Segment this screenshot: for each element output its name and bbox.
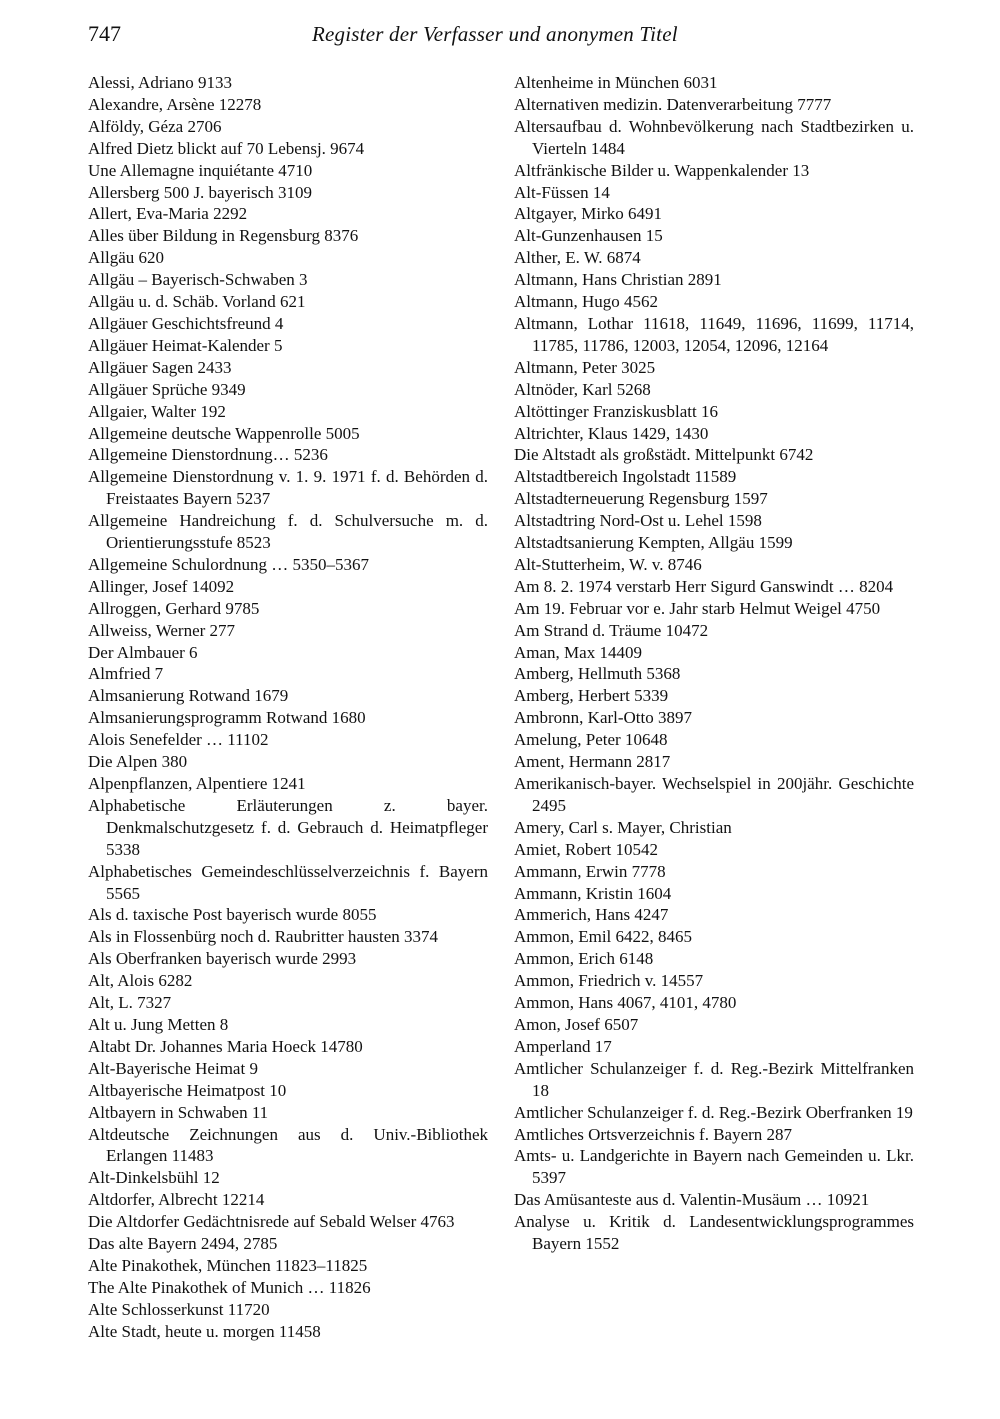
- index-entry: Ammon, Friedrich v. 14557: [514, 971, 704, 991]
- index-entry: Alois Senefelder … 11102: [88, 730, 269, 750]
- index-entry: Allgemeine Dienstordnung… 5236: [88, 445, 328, 465]
- index-entry: Altstadtring Nord-Ost u. Lehel 1598: [514, 511, 762, 531]
- index-entry: Am 8. 2. 1974 verstarb Herr Sigurd Ganswindt … 8204: [514, 576, 894, 596]
- index-entry: Aman, Max 14409: [514, 642, 642, 662]
- index-entry: Allersberg 500 J. bayerisch 3109: [88, 182, 312, 202]
- index-entry: Ammerich, Hans 4247: [514, 905, 669, 925]
- index-entry: Das alte Bayern 2494, 2785: [88, 1234, 278, 1254]
- index-entry: Almfried 7: [88, 664, 164, 684]
- index-entry: Une Allemagne inquiétante 4710: [88, 160, 313, 180]
- index-entry: Alessi, Adriano 9133: [88, 73, 233, 92]
- index-entry: Altenheime in München 6031: [514, 73, 718, 92]
- index-entry: Alt, L. 7327: [88, 993, 172, 1013]
- index-entry: Altbayern in Schwaben 11: [88, 1102, 269, 1122]
- index-entry: Allgäuer Sprüche 9349: [88, 379, 246, 399]
- index-column-left: [88, 72, 488, 1343]
- index-entry: Allroggen, Gerhard 9785: [88, 598, 260, 618]
- index-entry: Allgäu – Bayerisch-Schwaben 3: [88, 270, 308, 290]
- index-entry: Alföldy, Géza 2706: [88, 116, 222, 136]
- index-entry: Allgäu u. d. Schäb. Vorland 621: [88, 292, 306, 312]
- index-entry: Amberg, Herbert 5339: [514, 686, 669, 706]
- index-entry: Amtlicher Schulanzeiger f. d. Reg.-Bezirk Mittelfranken 18: [514, 1058, 914, 1100]
- index-entry: Ammann, Erwin 7778: [514, 861, 666, 881]
- index-entry: Alpenpflanzen, Alpentiere 1241: [88, 774, 306, 793]
- index-entry: Ammon, Emil 6422, 8465: [514, 927, 693, 947]
- index-entry: Alte Stadt, heute u. morgen 11458: [88, 1321, 321, 1341]
- index-entry: Alternativen medizin. Datenverarbeitung 7777: [514, 94, 832, 114]
- index-entry: Altmann, Peter 3025: [514, 357, 656, 377]
- index-entry: Als in Flossenbürg noch d. Raubritter hausten 3374: [88, 927, 439, 947]
- index-entry: Amberg, Hellmuth 5368: [514, 664, 681, 684]
- index-entry: Alte Pinakothek, München 11823–11825: [88, 1255, 368, 1275]
- index-entry: Amon, Josef 6507: [514, 1014, 639, 1034]
- index-entry: Amtliches Ortsverzeichnis f. Bayern 287: [514, 1124, 793, 1144]
- index-entry: Allinger, Josef 14092: [88, 576, 235, 596]
- index-entry: Altöttinger Franziskusblatt 16: [514, 401, 718, 421]
- index-entry: Am Strand d. Träume 10472: [514, 620, 709, 640]
- index-entry: Als d. taxische Post bayerisch wurde 8055: [88, 905, 377, 925]
- index-entry: Alt-Bayerische Heimat 9: [88, 1058, 258, 1078]
- index-entry: Allert, Eva-Maria 2292: [88, 204, 248, 224]
- index-entry: Altdeutsche Zeichnungen aus d. Univ.-Bibliothek Erlangen 11483: [88, 1124, 488, 1166]
- index-entry: Altbayerische Heimatpost 10: [88, 1080, 287, 1100]
- index-entry: Altstadtbereich Ingolstadt 11589: [514, 467, 737, 487]
- index-entry: Amelung, Peter 10648: [514, 730, 668, 750]
- index-entry: Altnöder, Karl 5268: [514, 379, 651, 399]
- index-entry: Die Alpen 380: [88, 752, 188, 772]
- index-column-right: [514, 72, 914, 1255]
- index-entry: Allgemeine Schulordnung … 5350–5367: [88, 554, 369, 574]
- index-entry: Das Amüsanteste aus d. Valentin-Musäum … 10921: [514, 1190, 870, 1210]
- index-entry: Altdorfer, Albrecht 12214: [88, 1190, 265, 1210]
- index-entry: Allgaier, Walter 192: [88, 401, 226, 421]
- index-entry: Allgemeine Handreichung f. d. Schulversuche m. d. Orientierungsstufe 8523: [88, 511, 488, 553]
- index-entry: Allgäuer Heimat-Kalender 5: [88, 335, 283, 355]
- index-entry: Altmann, Hugo 4562: [514, 292, 659, 312]
- index-entry: Alexandre, Arsène 12278: [88, 94, 262, 114]
- index-entry: Amiet, Robert 10542: [514, 839, 659, 859]
- index-entry: Almsanierung Rotwand 1679: [88, 686, 289, 706]
- index-entry: Die Altdorfer Gedächtnisrede auf Sebald Welser 4763: [88, 1212, 455, 1232]
- index-entry: Amtlicher Schulanzeiger f. d. Reg.-Bezirk Oberfranken 19: [514, 1102, 913, 1122]
- index-entry: Amery, Carl s. Mayer, Christian: [514, 817, 732, 837]
- index-entry: The Alte Pinakothek of Munich … 11826: [88, 1277, 371, 1297]
- index-entry: Alphabetische Erläuterungen z. bayer. Denkmalschutzgesetz f. d. Gebrauch d. Heimatpfleger 5338: [88, 795, 488, 859]
- index-entry: Alt u. Jung Metten 8: [88, 1014, 229, 1034]
- index-entry: Alt-Stutterheim, W. v. 8746: [514, 554, 702, 574]
- index-entry: Alther, E. W. 6874: [514, 248, 641, 268]
- index-entry: Allgäuer Geschichtsfreund 4: [88, 313, 284, 333]
- index-entry: Allgemeine deutsche Wappenrolle 5005: [88, 423, 360, 443]
- index-entry: Der Almbauer 6: [88, 642, 198, 662]
- index-entry: Alte Schlosserkunst 11720: [88, 1299, 270, 1319]
- index-entry: Alt-Füssen 14: [514, 182, 610, 202]
- index-entry: Ammon, Erich 6148: [514, 949, 654, 969]
- index-entry: Als Oberfranken bayerisch wurde 2993: [88, 949, 357, 969]
- index-entry: Amperland 17: [514, 1036, 612, 1056]
- running-title: Register der Verfasser und anonymen Titel: [312, 22, 678, 46]
- page-number: 747: [88, 21, 121, 46]
- index-entry: Ammann, Kristin 1604: [514, 883, 672, 903]
- index-entry: Altmann, Hans Christian 2891: [514, 270, 722, 290]
- index-entry: Altgayer, Mirko 6491: [514, 204, 663, 224]
- index-entry: Allgemeine Dienstordnung v. 1. 9. 1971 f. d. Behörden d. Freistaates Bayern 5237: [88, 467, 488, 509]
- index-entry: Analyse u. Kritik d. Landesentwicklungsprogrammes Bayern 1552: [514, 1212, 914, 1254]
- index-entry: Amerikanisch-bayer. Wechselspiel in 200jähr. Geschichte 2495: [514, 774, 914, 815]
- index-entry: Ament, Hermann 2817: [514, 752, 671, 772]
- index-entry: Altrichter, Klaus 1429, 1430: [514, 423, 709, 443]
- index-entry: Amts- u. Landgerichte in Bayern nach Gemeinden u. Lkr. 5397: [514, 1146, 914, 1188]
- index-entry: Altstadterneuerung Regensburg 1597: [514, 489, 768, 509]
- index-entry: Alt-Gunzenhausen 15: [514, 226, 663, 246]
- index-entry: Allweiss, Werner 277: [88, 620, 236, 640]
- index-entry: Ammon, Hans 4067, 4101, 4780: [514, 993, 737, 1013]
- index-entry: Allgäuer Sagen 2433: [88, 357, 232, 377]
- index-entry: Allgäu 620: [88, 248, 165, 268]
- index-entry: Alfred Dietz blickt auf 70 Lebensj. 9674: [88, 138, 365, 158]
- index-entry: Altmann, Lothar 11618, 11649, 11696, 11699, 11714, 11785, 11786, 12003, 12054, 12096, 12164: [514, 313, 914, 355]
- index-entry: Altstadtsanierung Kempten, Allgäu 1599: [514, 533, 793, 553]
- index-entry: Altersaufbau d. Wohnbevölkerung nach Stadtbezirken u. Vierteln 1484: [514, 116, 914, 158]
- index-entry: Ambronn, Karl-Otto 3897: [514, 708, 693, 728]
- index-entry: Altfränkische Bilder u. Wappenkalender 13: [514, 160, 810, 180]
- index-entry: Altabt Dr. Johannes Maria Hoeck 14780: [88, 1036, 363, 1056]
- index-entry: Alt, Alois 6282: [88, 971, 193, 991]
- index-entry: Almsanierungsprogramm Rotwand 1680: [88, 708, 366, 728]
- index-entry: Am 19. Februar vor e. Jahr starb Helmut Weigel 4750: [514, 598, 881, 618]
- index-entry: Alphabetisches Gemeindeschlüsselverzeichnis f. Bayern 5565: [88, 861, 488, 903]
- index-entry: Alt-Dinkelsbühl 12: [88, 1168, 220, 1188]
- index-entry: Alles über Bildung in Regensburg 8376: [88, 226, 359, 246]
- index-entry: Die Altstadt als großstädt. Mittelpunkt 6742: [514, 445, 814, 465]
